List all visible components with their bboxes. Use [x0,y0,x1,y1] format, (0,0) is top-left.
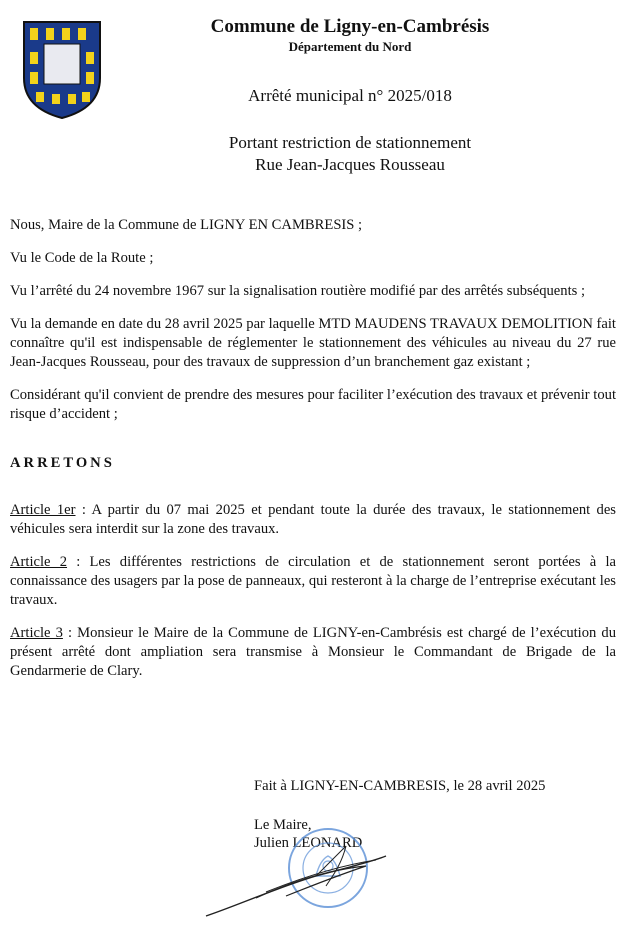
article-3-text: : Monsieur le Maire de la Commune de LIGNY-en-Cambrésis est chargé de l’exécution du présent arrêté dont ampliation sera transmise à Monsieur le Commandant de Brigade de la Gendarmerie de Clary. [10,625,616,679]
subject-line-2: Rue Jean-Jacques Rousseau [255,155,445,174]
article-1-label: Article 1er [10,502,76,518]
article-2-label: Article 2 [10,554,68,570]
considerant-paragraph: Considérant qu'il convient de prendre des mesures pour faciliter l’exécution des travaux et prévenir tout risque d’accident ; [10,387,616,422]
article-2-text: : Les différentes restrictions de circulation et de stationnement seront portées à la connaissance des usagers par la pose de panneaux, qui resteront à la charge de l’entreprise exécutant les travaux. [10,554,616,608]
signatory-title: Le Maire, [254,817,312,833]
vu-demande-paragraph: Vu la demande en date du 28 avril 2025 par laquelle MTD MAUDENS TRAVAUX DEMOLITION fait connaître qu'il est indispensable de réglementer le stationnement des véhicules au niveau du 27 rue Jean-Jacques Rousseau, pour des travaux de suppression d’un branchement gaz existant ; [10,316,616,370]
article-1-text: : A partir du 07 mai 2025 et pendant toute la durée des travaux, le stationnement des véhicules sera interdit sur la zone des travaux. [10,502,616,537]
arrete-number: Arrêté municipal n° 2025/018 [248,86,452,105]
departement-name: Département du Nord [288,39,412,54]
handwritten-signature [196,836,396,922]
article-3-label: Article 3 [10,625,63,641]
document-body [10,216,616,695]
arrete-subject [150,132,550,176]
coat-of-arms-logo [22,20,102,120]
article-1 [10,501,616,539]
arretons-heading: ARRETONS [10,455,115,471]
vu-code-paragraph: Vu le Code de la Route ; [10,250,154,266]
signatory-name: Julien LEONARD [254,835,363,851]
letterhead [150,16,550,56]
vu-arrete-paragraph: Vu l’arrêté du 24 novembre 1967 sur la signalisation routière modifié par des arrêtés subséquents ; [10,283,586,299]
nous-paragraph: Nous, Maire de la Commune de LIGNY EN CAMBRESIS ; [10,217,363,233]
commune-name: Commune de Ligny-en-Cambrésis [210,16,490,37]
subject-line-1: Portant restriction de stationnement [228,133,472,152]
article-3 [10,624,616,681]
article-2 [10,553,616,610]
place-and-date: Fait à LIGNY-EN-CAMBRESIS, le 28 avril 2025 [254,778,546,794]
